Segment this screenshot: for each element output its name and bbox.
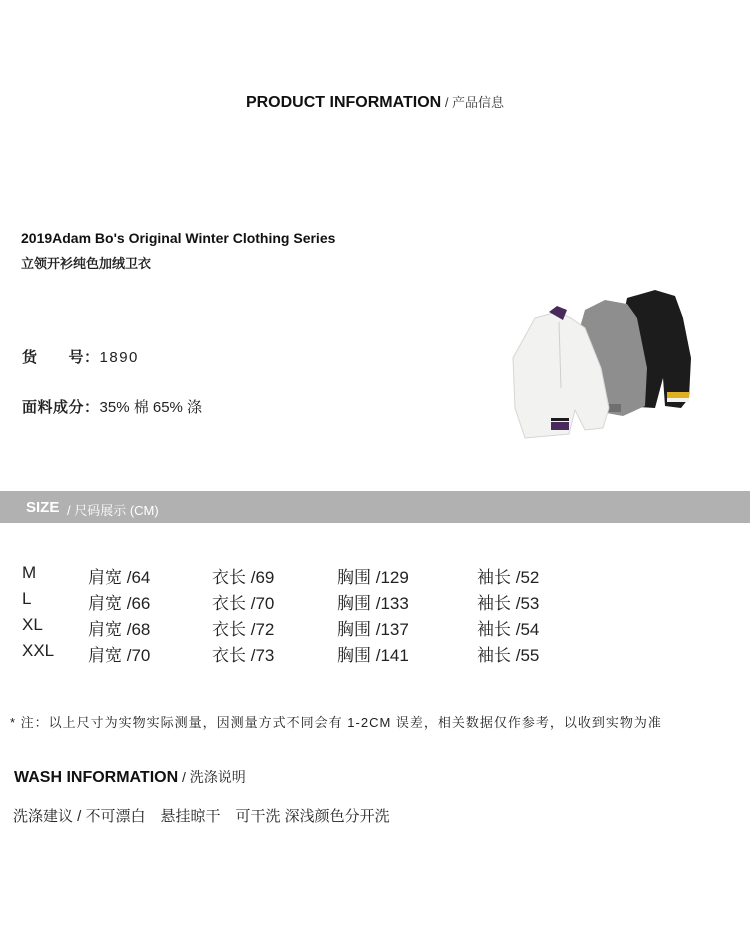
black-hoodie-cuff bbox=[667, 392, 689, 398]
wash-information-header bbox=[14, 767, 246, 787]
chest-size: 胸围 /141 bbox=[337, 646, 409, 665]
sleeve-length: 袖长 /55 bbox=[477, 646, 540, 665]
size-label: XXL bbox=[22, 641, 55, 660]
shoulder-width: 肩宽 /68 bbox=[88, 620, 151, 639]
header-title-en: PRODUCT INFORMATION bbox=[245, 94, 442, 111]
black-hoodie-cuff-stripe bbox=[667, 398, 689, 402]
chest-size: 胸围 /133 bbox=[337, 594, 409, 613]
measurement-note: * 注：以上尺寸为实物实际测量，因测量方式不同会有 1-2CM 误差，相关数据仅作参考，以收到实物为准 bbox=[10, 715, 662, 730]
header-title-cn: / 产品信息 bbox=[441, 95, 505, 110]
sleeve-length: 袖长 /52 bbox=[477, 568, 540, 587]
product-information-header bbox=[0, 92, 750, 112]
size-label: XL bbox=[22, 615, 43, 634]
shoulder-width: 肩宽 /70 bbox=[88, 646, 151, 665]
white-hoodie-cuff-stripe bbox=[551, 418, 569, 421]
chest-size: 胸围 /137 bbox=[337, 620, 409, 639]
item-number-row bbox=[22, 346, 139, 367]
size-row bbox=[0, 589, 750, 615]
wash-instructions: 洗涤建议 / 不可漂白 悬挂晾干 可干洗 深浅颜色分开洗 bbox=[13, 808, 390, 825]
product-image bbox=[505, 288, 705, 446]
size-row bbox=[0, 641, 750, 667]
hoodies-illustration bbox=[505, 288, 705, 446]
series-title: 2019Adam Bo's Original Winter Clothing Series bbox=[21, 230, 336, 246]
body-length: 衣长 /69 bbox=[212, 568, 275, 587]
product-subtitle: 立领开衫纯色加绒卫衣 bbox=[21, 256, 152, 271]
sleeve-length: 袖长 /54 bbox=[477, 620, 540, 639]
size-label: L bbox=[22, 589, 32, 608]
size-bar-subtitle: / 尺码展示 (CM) bbox=[67, 503, 159, 518]
shoulder-width: 肩宽 /64 bbox=[88, 568, 151, 587]
size-row bbox=[0, 563, 750, 589]
material-value: 35% 棉 65% 涤 bbox=[99, 399, 203, 416]
size-label: M bbox=[22, 563, 37, 582]
size-bar bbox=[0, 491, 750, 523]
white-hoodie-cuff bbox=[551, 422, 569, 430]
chest-size: 胸围 /129 bbox=[337, 568, 409, 587]
wash-title-en: WASH INFORMATION bbox=[14, 769, 179, 786]
body-length: 衣长 /70 bbox=[212, 594, 275, 613]
material-label: 面料成分： bbox=[22, 399, 100, 416]
item-number-value: 1890 bbox=[99, 349, 139, 366]
shoulder-width: 肩宽 /66 bbox=[88, 594, 151, 613]
material-row bbox=[22, 396, 202, 417]
sleeve-length: 袖长 /53 bbox=[477, 594, 540, 613]
size-bar-title: SIZE bbox=[26, 499, 60, 516]
item-number-label: 货 号： bbox=[22, 349, 100, 366]
size-row bbox=[0, 615, 750, 641]
body-length: 衣长 /72 bbox=[212, 620, 275, 639]
body-length: 衣长 /73 bbox=[212, 646, 275, 665]
wash-title-cn: / 洗涤说明 bbox=[178, 769, 246, 785]
